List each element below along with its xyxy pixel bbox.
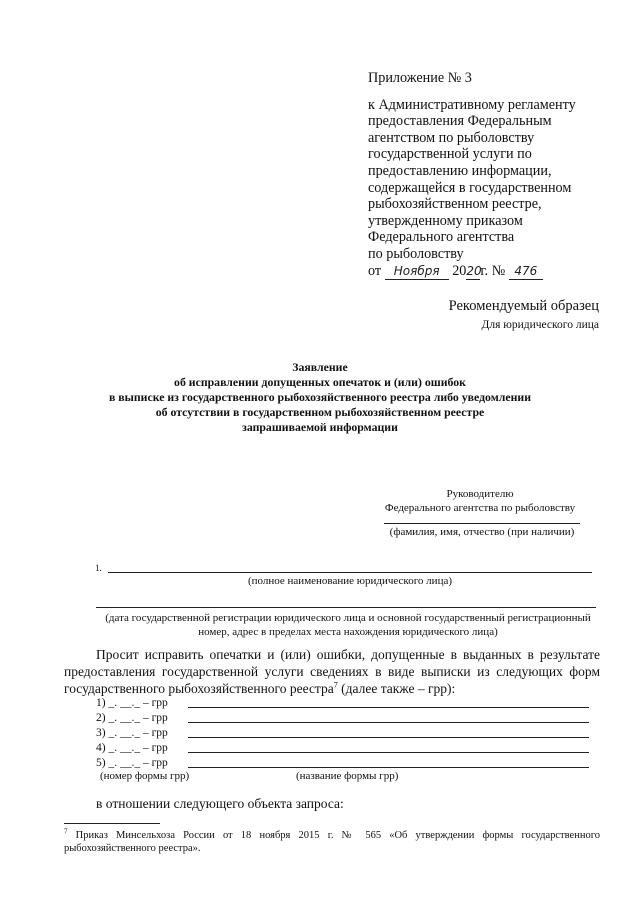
appendix-line: Федерального агентства [368,229,515,246]
appendix-line: предоставления Федеральным [368,113,552,130]
footnote-text: Приказ Минсельхоза России от 18 ноября 2015 г. № 565 «Об утверждении формы государственного рыбохозяйственного реестра». [64,830,600,854]
form-row-label: 5) _. __._ – грр [96,757,168,769]
form-row-1[interactable] [96,697,596,709]
title-line: запрашиваемой информации [242,420,398,434]
appendix-line: предоставлению информации, [368,162,552,179]
handwritten-year: 20 [466,263,480,281]
form-row-4[interactable] [96,742,596,754]
request-text: Просит исправить опечатки и (или) ошибки, допущенные в выданных в результате предоставления государственной услуги сведениях в виде выписки из следующих форм государственного рыбохозяйственного реестра [64,647,600,696]
form-row-2[interactable] [96,712,596,724]
form-name-field[interactable] [188,752,589,753]
document-title [60,360,580,435]
request-paragraph [64,646,600,697]
footnote-separator [64,823,160,824]
title-line: об отсутствии в государственном рыбохозяйственном реестре [155,405,485,419]
form-name-field[interactable] [188,737,589,738]
appendix-line: к Административному регламенту [368,96,576,113]
addressee-line: Руководителю [446,488,514,500]
appendix-line: по рыболовству [368,245,464,262]
object-of-request-line: в отношении следующего объекта запроса: [96,796,344,811]
form-row-label: 1) _. __._ – грр [96,697,168,709]
form-name-field[interactable] [188,767,589,768]
form-name-field[interactable] [188,707,589,708]
appendix-line: государственной услуги по [368,146,532,163]
title-line: в выписке из государственного рыбохозяйственного реестра либо уведомлении [108,390,532,404]
form-name-field[interactable] [188,722,589,723]
applicant-details-caption [70,611,626,639]
addressee-line: Федерального агентства по рыболовству [384,502,576,514]
appendix-line: утвержденному приказом [368,212,523,229]
handwritten-date: Ноября [385,263,449,281]
addressee-name-field[interactable] [384,523,580,524]
date-prefix: от [368,262,382,279]
order-date-line [368,263,618,281]
form-row-5[interactable] [96,757,596,769]
footnote [64,829,600,855]
appendix-line: содержащейся в государственном [368,179,572,196]
addressee-block [380,487,580,515]
applicant-name-field[interactable] [108,572,592,573]
caption-line: номер, адрес в пределах места нахождения юридического лица) [198,626,498,638]
for-legal-entity-label: Для юридического лица [481,319,599,331]
appendix-line: агентством по рыболовству [368,129,535,146]
form-name-caption: (название формы грр) [296,770,399,782]
appendix-line: Приложение № 3 [368,70,472,86]
title-line: Заявление [292,360,348,374]
form-row-label: 2) _. __._ – грр [96,712,168,724]
form-row-label: 3) _. __._ – грр [96,727,168,739]
sample-label: Рекомендуемый образец [448,298,599,314]
applicant-name-caption: (полное наименование юридического лица) [247,575,452,587]
request-tail: (далее также – грр): [337,681,456,696]
footnote-mark: 7 [64,827,68,836]
form-row-label: 4) _. __._ – грр [96,742,168,754]
caption-line: (дата государственной регистрации юридического лица и основной государственный регистрационный [105,612,591,624]
applicant-marker: 1. [95,563,102,573]
form-row-3[interactable] [96,727,596,739]
appendix-block [368,70,618,280]
title-line: об исправлении допущенных опечаток и (или) ошибок [174,375,466,389]
footnote-ref: 7 [333,680,338,690]
appendix-line: рыбохозяйственном реестре, [368,196,542,213]
handwritten-order-number: 476 [509,263,543,281]
applicant-details-field[interactable] [96,607,596,608]
date-year-suffix: г. № [480,262,506,279]
addressee-name-caption: (фамилия, имя, отчество (при наличии) [389,526,575,538]
date-year-prefix: 20 [452,262,467,279]
form-number-caption: (номер формы грр) [100,770,190,782]
